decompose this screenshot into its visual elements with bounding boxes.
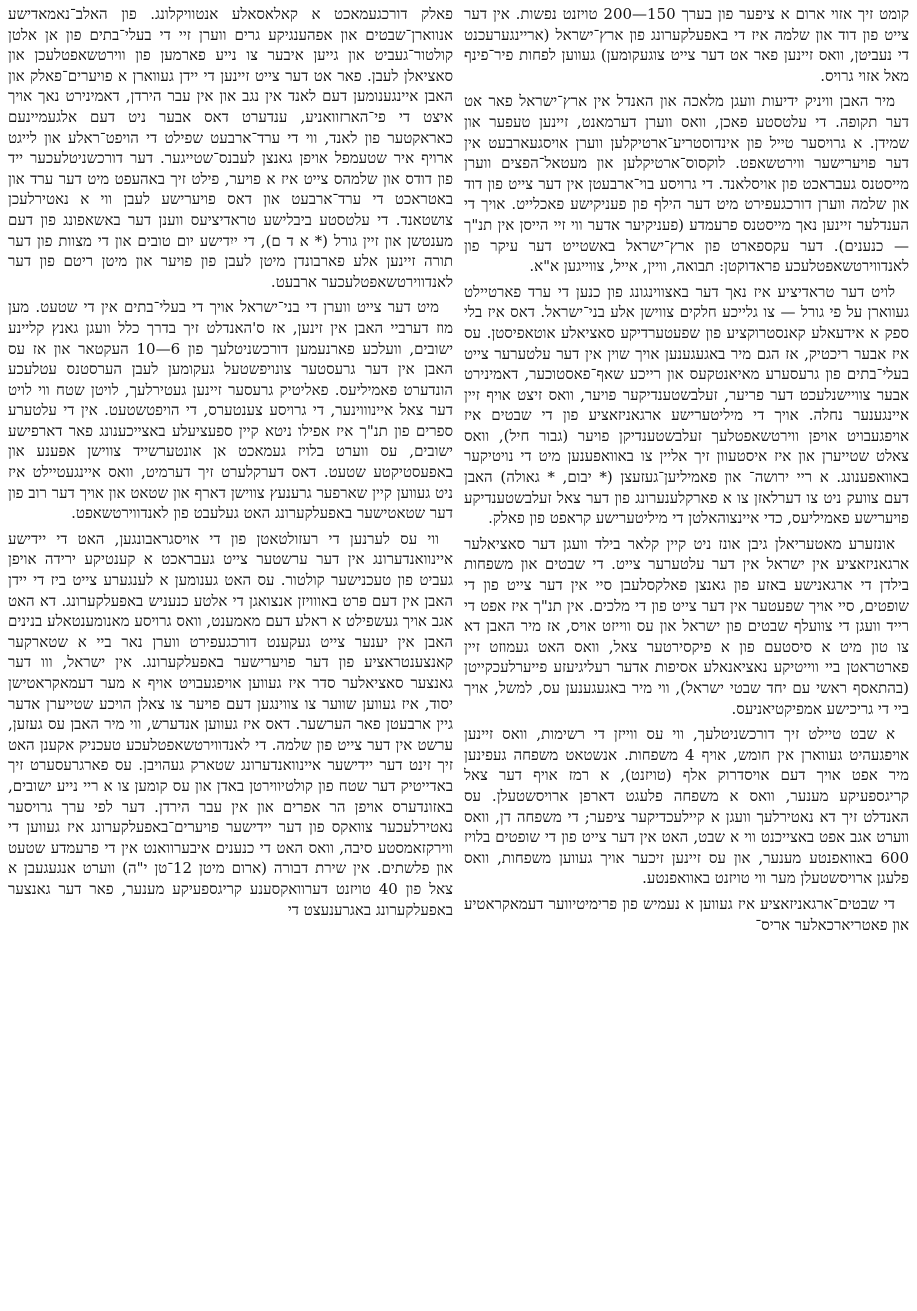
paragraph: ווי עס לערנען די רעזולטאטן פון די אויסגראבונגען, האט די יידישע איינוואנדערונג אין דער ערשטער צייט געבראכט א קענטיקע ירידה אויפן געביט פון טעכנישער קולטור. עס האט גענומען א לענגערע צייט ביז די יידן האבן אין דעם פרט באווויזן אנצואגן די אלטע כנעניש באפעלקערונג. דא האט אגב אויך געשפילט א ראלע דעם מאמענט, וואס גרויסע מאנומענטאלע בנינים האבן אין יענער צייט געקענט דורכגעפירט ווערן נאר ביי א שטארקער קאנצענטראציע פון דער פויערישער באפעלקערונג. אין ישראל, ווו דער גאנצער סאציאלער סדר איז געווען אויפגעבויט אויף א מער דעמאקראטישן יסוד, איז געווען שווער צו צווינגען דעם פויער צו צאלן הויכע שטייערן אדער גיין ארבעטן פאר הערשער. דאס איז געווען אנדערש, ווי מיר האבן עס געזען, ערשט אין דער צייט פון שלמה. די לאנדווירטשאפטלעכע טעכניק אקענן האט זיך זינט דער יידישער איינוואנדערונג שטארק געהויבן. עס פארגרעסערט זיך באדייטיק דער שטח פון קולטיווירטן באדן און עס קומען צו א ריי נייע ישובים, באזונדערס אויפן הר אפרים און אין עבר הירדן. דער לפי ערך גרויסער נאטירלעכער צוואקס פון דער יידישער פויערים־באפעלקערונג איז געווען די ווירקזאמסטע סיבה, וואס האט די כנענים איבערוואנט אין די פרעמדע שטעט און פלשתים. אין שירת דבורה (ארום מיטן 12־טן י"ה) ווערט אנגעגעבן א צאל פון 40 טויזנט דערוואקסענע קריגספעיקע מענער, פאר דער גאנצער באפעלקערונג באגרענעצט די: [8, 529, 453, 919]
paragraph: מיר האבן וויניק ידיעות וועגן מלאכה און האנדל אין ארץ־ישראל פאר אט דער תקופה. די עלטסטע פאכן, וואס ווערן דערמאנט, זיינען טעפער און שמידן. א גרויסער טייל פון אינדוסטריע־ארטיקלען ווערן אויסגעארבעט אין דער פויערישער ווירטשאפט. לוקסוס־ארטיקלען און מעטאל־הפצים ווערן מייסטנס געבראכט פון אויסלאנד. די גרויסע בוי־ארבעטן אין דער צייט פון דוד און שלמה ווערן דורכגעפירט מיט דער הילף פון פעניקישע פאכלייט. אויך די הענדלער זיינען נאך מייסטנס פרעמדע (פעניקיער אדער ווי זיי הייסן אין תנ"ך — כנענים). דער עקספארט פון ארץ־ישראל באשטייט דער עיקר פון לאנדווירטשאפטלעכע פראדוקטן: תבואה, וויין, אייל, צווייגען א"א.: [464, 92, 909, 276]
paragraph: פאלק דורכגעמאכט א קאלאסאלע אנטוויקלונג. פון האלב־נאמאדישע אנווארן־שבטים און אפהענגיקע גרים ווערן זיי די בעלי־בתים פון אן אלטן קולטור־געביט און גייען איבער צו נייע פארמען פון ווירטשאפטלעכן און סאציאלן לעבן. פאר אט דער צייט זיינען די יידן געווארן א פויערים־פאלק און האבן איינגענומען דעם לאנד אין נגב און אין עבר הירדן, דאמינירט נאך אויך איצט די פי־הארזוואניע, ענדערט דאס אבער ניט דעם אלגעמיינעם כאראקטער פון לאנד, ווי די ערד־ארבעט שפילט די הויפט־ראלע און לייגט ארויף איר שטעמפל אויפן גאנצן לעבנס־שטייגער. דער דורכשניטלעכער ייד פון דודס און שלמהס צייט איז א פויער, פילט זיך באהעפט מיט דער ערד און באטראכט די ערד־ארבעט און דאס פויערישע לעבן ווי א נאטירלעכן צושטאנד. די עלטסטע ביבלישע טראדיציעס ווענן דער באשאפונג פון דעם מענטשן און זיין גורל (* א ד ם), די ייִדישע יום טובים און די מצוות פון דער תורה זיינען אלע פארבונדן מיטן לעבן פון פויער און מיטן ריטם פון דער לאנדווירטשאפטלעכער ארבעט.: [8, 5, 453, 291]
paragraph: די שבטים־ארגאניזאציע איז געווען א נעמיש פון פרימיטיווער דעמאקראטיע און פאטריארכאלער אריס־: [464, 894, 909, 934]
paragraph: קומט זיך אזוי ארום א ציפער פון בערך 150—200 טויזנט נפשות. אין דער צייט פון דוד און שלמה איז די באפעלקערונג פון ארץ־ישראל (אריינגערעכנט די נעביטן, וואס זיינען פאר אט דער צייט צוגעקומען) געווען לפחות פיר־פינף מאל אזוי גרויס.: [464, 5, 909, 85]
left-column: [464, 4, 909, 1309]
paragraph: מיט דער צייט ווערן די בני־ישראל אויך די בעלי־בתים אין די שטעט. מען מוז דערביי האבן אין זינען, אז ס'האנדלט זיך בדרך כלל וועגן גאנץ קליינע ישובים, וועלכע פארנעמען דורכשניטלעך פון 6—10 העקטאר און אז עס האבן אין דער גרעסטער צונויפשטעל געקומען לעבן הערסטנס עטלעכע הונדערט פאמיליעס. פאליטיק גרעסער זיינען געטירלעך, לויטן שטח ווי לויט דער צאל איינוווינער, די גרויסע צענטערס, די הויפטשטעט. אין די עלטערע ספרים פון תנ"ך איז אפילו ניטא קיין ספעציעלע באצייכענונג פאר דארפישע ישובים, עס ווערט בלויז געמאכט אן אונטערשייד צווישן אפענע און באפעסטיקטע שטעט. דאס דערקלערט זיך דערמיט, וואס איינגעטיילט איז ניט געווען קיין שארפער גרענעץ צווישן דארף און שטאט און אויך דער רוב פון דער שטאטישער באפעלקערונג האט געלעבט פון לאנדווירטשאפט.: [8, 298, 453, 523]
paragraph: א שבט טיילט זיך דורכשניטלעך, ווי עס ווייזן די רשימות, וואס זיינען אויפגעהיט געווארן אין חומש, אויף 4 משפחות. אנשטאט משפחה געפינען מיר אפט אויך דעם אויסדרוק אלף (טויזנט), א רמז אויף דער צאל קריגספעיקע מענער, וואס א משפחה פלעגט דארפן ארויסשטעלן. עס האנדלט זיך דא נאטירלעך וועגן א קיילעכדיקער ציפער; די משפחה דן, וואס ווערט אגב אפט באצייכנט ווי א שבט, האט אין דער צייט פון די שופטים בלויז 600 באוואפנטע מענער, און עס זיינען זיכער אויך געווען משפחות, וואס פלעגן ארויסשטעלן מער ווי טויזנט באוואפנטע.: [464, 725, 909, 888]
paragraph: אונזערע מאטעריאלן גיבן אונז ניט קיין קלאר בילד וועגן דער סאציאלער ארגאניזאציע אין ישראל אין דער עלטערער צייט. די שבטים און משפחות בילדן די ארגאנישע באזע פון גאנצן פאלקסלעבן סיי אין דער צייט פון די שופטים, סיי אויך שפעטער אין דער צייט פון די מלכים. אין תנ"ך איז אפט די רייד וועגן די צוועלף שבטים פון ישראל און עס ווייזט אויס, אז מיר האבן דא צו טון מיט א סיסטעם פון א פיקסירטער צאל, וואס האט געמוזט זיין פארטראטן ביי ווייטיקע נאציאנאלע אסיפות אדער רעליגיעזע פייערלעכקייטן (בהתאסף ראשי עם יחד שבטי ישראל), ווי מיר באגעגענען עס, למשל, אויך ביי די גריכישע אמפיקטיאניעס.: [464, 534, 909, 718]
paragraph: לויט דער טראדיציע איז נאך דער באצווינגונג פון כנען די ערד פארטיילט געווארן על פי גורל — צו גלייכע חלקים צווישן אלע בני־ישראל. דאס איז בלי ספק א אידעאלע קאנסטרוקציע פון שפעטערדיקע סאציאלע אוטאפיסטן. עס איז אבער ריכטיק, אז הגם מיר באגעגענען אויך שוין אין דער עלטערער צייט בעלי־בתים פון גרעסערע מאיאנטקעס און רייכע שאף־פאסטוכער, דאמינירט אבער צוויישנלעכט דער פריער, זעלבשטענדיקער פויער, וואס זיצט אויף זיין איינגענער נחלה. אויך די מיליטערישע ארגאניזאציע פון די שבטים איז אויפגעבויט אויפן ווירטשאפטלעך זעלבשטענדיקן פויער (גבור חיל), וואס צאלט שטייערן און איז איסטעוון זיך אליין צו באוואפענען מיט די נויטיקער באוואפענונג. א ריי ירושה־ און פאמיליען־געזעצן (* יבום, * גאולה) האבן דעם צוועק ניט צו דערלאזן צו א פארקלענערונג פון דער צאל זעלבשטענדיקע פויערישע פאמיליעס, כדי איינצוהאלטן די מיליטערישע קראפט פון פאלק.: [464, 282, 909, 528]
right-column: [8, 4, 453, 1309]
